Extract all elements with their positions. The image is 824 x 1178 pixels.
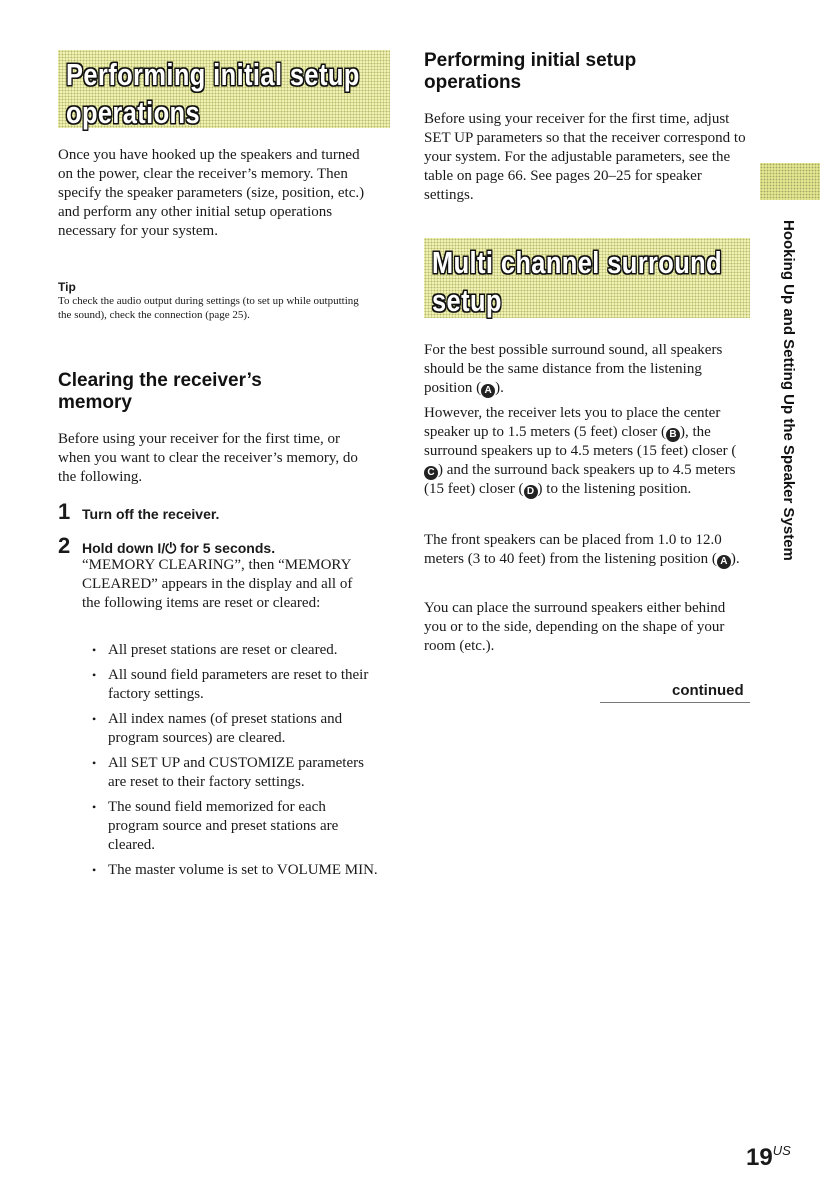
list-item: • The sound field memorized for each program source and preset stations are cleared. (82, 798, 378, 855)
clear-memory-heading (58, 370, 262, 414)
closer-paragraph (424, 404, 746, 499)
text: ). (495, 380, 504, 396)
initial-setup-heading (424, 50, 636, 94)
list-item: • The master volume is set to VOLUME MIN. (82, 861, 378, 880)
page-region-suffix: US (772, 1143, 791, 1158)
side-tab-label: Hooking Up and Setting Up the Speaker System (780, 220, 797, 561)
text: ). (730, 551, 740, 567)
banner-line-2: operations (66, 95, 201, 130)
marker-a-icon: A (481, 384, 495, 398)
front-speakers-paragraph (424, 531, 746, 569)
list-item: • All SET UP and CUSTOMIZE parameters are reset to their factory settings. (82, 754, 378, 792)
reset-items-list (82, 641, 378, 886)
step-1 (58, 499, 219, 525)
page-number (746, 1143, 791, 1172)
banner-line-1: Multi channel surround (432, 245, 723, 280)
step-number: 2 (58, 533, 71, 558)
tip-block (58, 280, 370, 322)
continued-label: continued (672, 682, 744, 699)
marker-b-icon: B (666, 428, 680, 442)
text: However, the receiver lets you to place the center speaker up to 1.5 meters (5 feet) closer ( (424, 405, 721, 440)
step-text: Turn off the receiver. (82, 506, 220, 522)
text: ), the surround speakers up to 4.5 meters (15 feet) closer ( (424, 424, 737, 459)
heading-line-1: Performing initial setup (424, 50, 637, 71)
text: For the best possible surround sound, all speakers should be the same distance from the listening position ( (424, 342, 723, 396)
marker-c-icon: C (424, 466, 438, 480)
marker-a-icon: A (717, 555, 731, 569)
list-item: • All index names (of preset stations and program sources) are cleared. (82, 710, 378, 748)
clear-intro-paragraph: Before using your receiver for the first time, or when you want to clear the receiver’s memory, do the following. (58, 431, 358, 485)
heading-line-2: memory (58, 392, 132, 413)
text: The front speakers can be placed from 1.0 to 12.0 meters (3 to 40 feet) from the listening position ( (424, 532, 722, 567)
page-number-value: 19 (746, 1144, 773, 1171)
banner-line-2: setup (432, 283, 502, 318)
step-2-description: “MEMORY CLEARING”, then “MEMORY CLEARED” appears in the display and all of the following items are reset or cleared: (82, 557, 353, 611)
marker-d-icon: D (524, 485, 538, 499)
divider (600, 702, 750, 703)
step-text: Hold down I/⏻ for 5 seconds. (82, 540, 276, 556)
tip-text: To check the audio output during settings (to set up while outputting the sound), check the connection (page 25). (58, 295, 359, 321)
step-number: 1 (58, 499, 71, 524)
section-banner-multichannel (424, 238, 750, 318)
side-tab-marker (760, 163, 820, 200)
heading-line-1: Clearing the receiver’s (58, 370, 262, 391)
distance-paragraph (424, 341, 746, 398)
list-item: • All sound field parameters are reset to their factory settings. (82, 666, 378, 704)
text: ) to the listening position. (537, 481, 692, 497)
list-item: • All preset stations are reset or cleared. (82, 641, 378, 660)
heading-line-2: operations (424, 72, 522, 93)
intro-paragraph: Once you have hooked up the speakers and turned on the power, clear the receiver’s memory. Then specify the speaker parameters (size, position, etc.) and perform any other initial setup operations necessary for your system. (58, 147, 365, 239)
banner-line-1: Performing initial setup (66, 57, 360, 92)
surround-placement-paragraph: You can place the surround speakers either behind you or to the side, depending on the shape of your room (etc.). (424, 600, 726, 654)
section-banner-initial-setup (58, 50, 390, 128)
setup-intro-paragraph: Before using your receiver for the first time, adjust SET UP parameters so that the receiver correspond to your system. For the adjustable parameters, see the table on page 66. See pages 20–25 for speaker settings. (424, 111, 746, 203)
tip-heading: Tip (58, 280, 76, 294)
text: ) and the surround back speakers up to 4.5 meters (15 feet) closer ( (424, 462, 736, 497)
